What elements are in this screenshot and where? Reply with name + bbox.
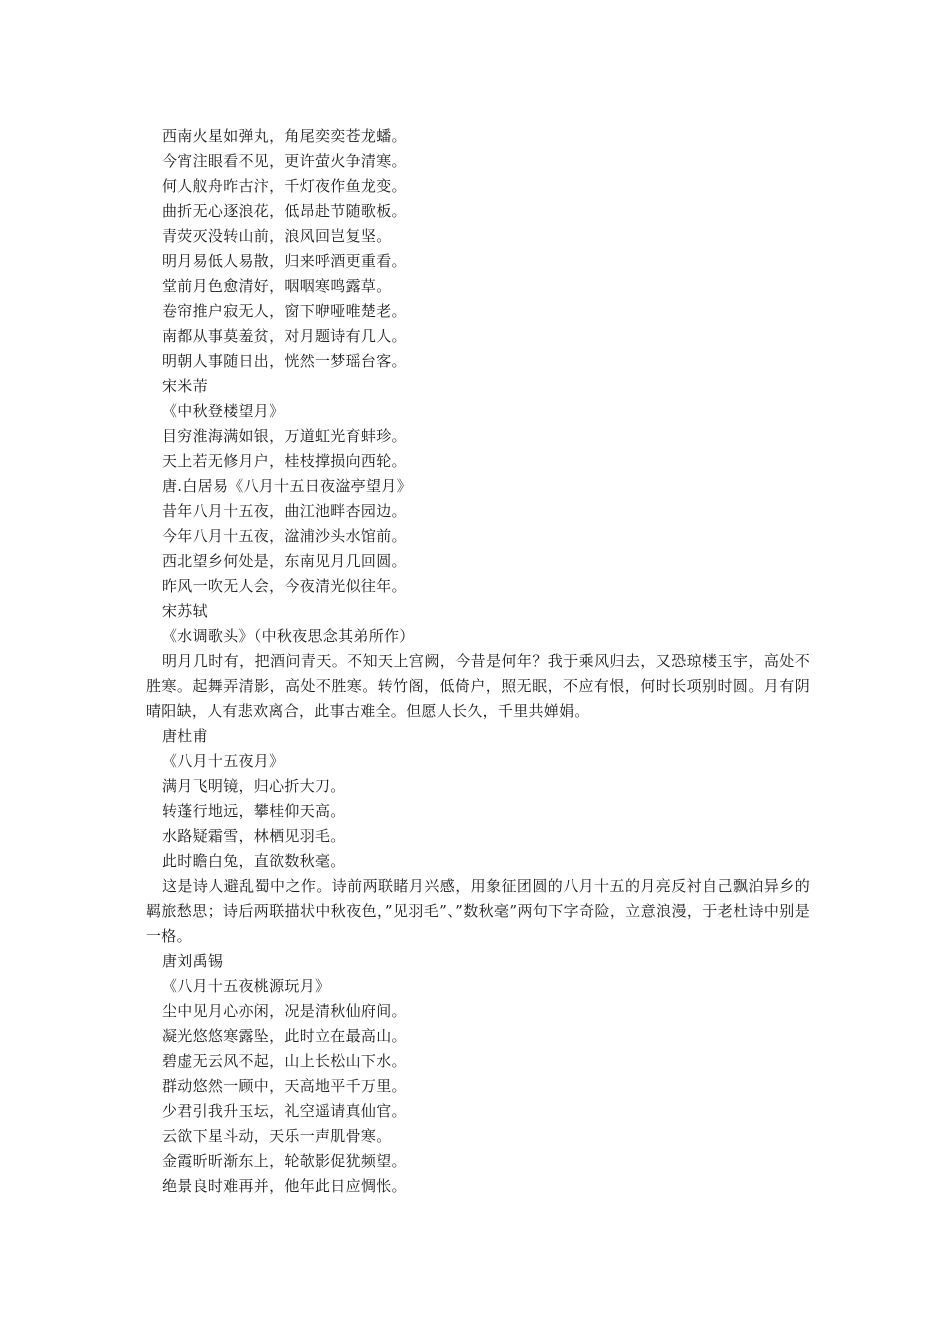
text-line: 尘中见月心亦闲，况是清秋仙府间。 bbox=[162, 1002, 407, 1020]
text-line: 绝景良时难再并，他年此日应惆怅。 bbox=[162, 1177, 407, 1195]
text-line: 明朝人事随日出，恍然一梦瑶台客。 bbox=[162, 352, 407, 370]
text-line: 西南火星如弹丸，角尾奕奕苍龙蟠。 bbox=[162, 127, 407, 145]
text-line: 曲折无心逐浪花，低昂赴节随歌板。 bbox=[162, 202, 407, 220]
text-line: 转蓬行地远，攀桂仰天高。 bbox=[162, 802, 346, 820]
text-line: 卷帘推户寂无人，窗下咿哑唯楚老。 bbox=[162, 302, 407, 320]
text-line: 少君引我升玉坛，礼空遥请真仙官。 bbox=[162, 1102, 407, 1120]
text-line: 目穷淮海满如银，万道虹光育蚌珍。 bbox=[162, 427, 407, 445]
text-line: 堂前月色愈清好，咽咽寒鸣露草。 bbox=[162, 277, 392, 295]
text-line: 青荧灭没转山前，浪风回岂复坚。 bbox=[162, 227, 392, 245]
text-line: 唐杜甫 bbox=[162, 727, 208, 745]
text-line: 西北望乡何处是，东南见月几回圆。 bbox=[162, 552, 407, 570]
text-line: 宋米芾 bbox=[162, 377, 208, 395]
text-line: 《水调歌头》（中秋夜思念其弟所作） bbox=[162, 627, 415, 645]
text-line: 明月易低人易散，归来呼酒更重看。 bbox=[162, 252, 407, 270]
text-line: 此时瞻白兔，直欲数秋毫。 bbox=[162, 852, 346, 870]
text-line: 今年八月十五夜，湓浦沙头水馆前。 bbox=[162, 527, 407, 545]
document-body bbox=[146, 124, 810, 1199]
text-line: 水路疑霜雪，林栖见羽毛。 bbox=[162, 827, 346, 845]
text-line: 《中秋登楼望月》 bbox=[162, 402, 285, 420]
text-line: 云欲下星斗动，天乐一声肌骨寒。 bbox=[162, 1127, 392, 1145]
text-line: 昨风一吹无人会，今夜清光似往年。 bbox=[162, 577, 407, 595]
prose-paragraph: 明月几时有，把酒问青天。不知天上宫阙，今昔是何年？我于乘风归去，又恐琼楼玉宇，高处不胜寒。起舞弄清影，高处不胜寒。转竹阁，低倚户，照无眠，不应有恨，何时长项别时圆。月有阴晴阳缺，人有悲欢离合，此事古难全。但愿人长久，千里共婵娟。 bbox=[146, 652, 810, 720]
text-line: 《八月十五夜月》 bbox=[162, 752, 285, 770]
text-line: 南都从事莫羞贫，对月题诗有几人。 bbox=[162, 327, 407, 345]
text-line: 唐.白居易《八月十五日夜湓亭望月》 bbox=[162, 477, 412, 495]
text-line: 《八月十五夜桃源玩月》 bbox=[162, 977, 331, 995]
text-line: 凝光悠悠寒露坠，此时立在最高山。 bbox=[162, 1027, 407, 1045]
text-line: 金霞昕昕渐东上，轮欹影促犹频望。 bbox=[162, 1152, 407, 1170]
text-line: 昔年八月十五夜，曲江池畔杏园边。 bbox=[162, 502, 407, 520]
text-line: 天上若无修月户，桂枝撑损向西轮。 bbox=[162, 452, 407, 470]
text-line: 何人舣舟昨古汴，千灯夜作鱼龙变。 bbox=[162, 177, 407, 195]
text-line: 宋苏轼 bbox=[162, 602, 208, 620]
text-line: 群动悠然一顾中，天高地平千万里。 bbox=[162, 1077, 407, 1095]
text-line: 碧虚无云风不起，山上长松山下水。 bbox=[162, 1052, 407, 1070]
text-line: 唐刘禹锡 bbox=[162, 952, 224, 970]
text-line: 今宵注眼看不见，更许萤火争清寒。 bbox=[162, 152, 407, 170]
prose-paragraph: 这是诗人避乱蜀中之作。诗前两联睹月兴感，用象征团圆的八月十五的月亮反衬自己飘泊异乡的羁旅愁思；诗后两联描状中秋夜色，”见羽毛”、”数秋毫”两句下字奇险，立意浪漫，于老杜诗中别是一格。 bbox=[146, 877, 810, 945]
text-line: 满月飞明镜，归心折大刀。 bbox=[162, 777, 346, 795]
